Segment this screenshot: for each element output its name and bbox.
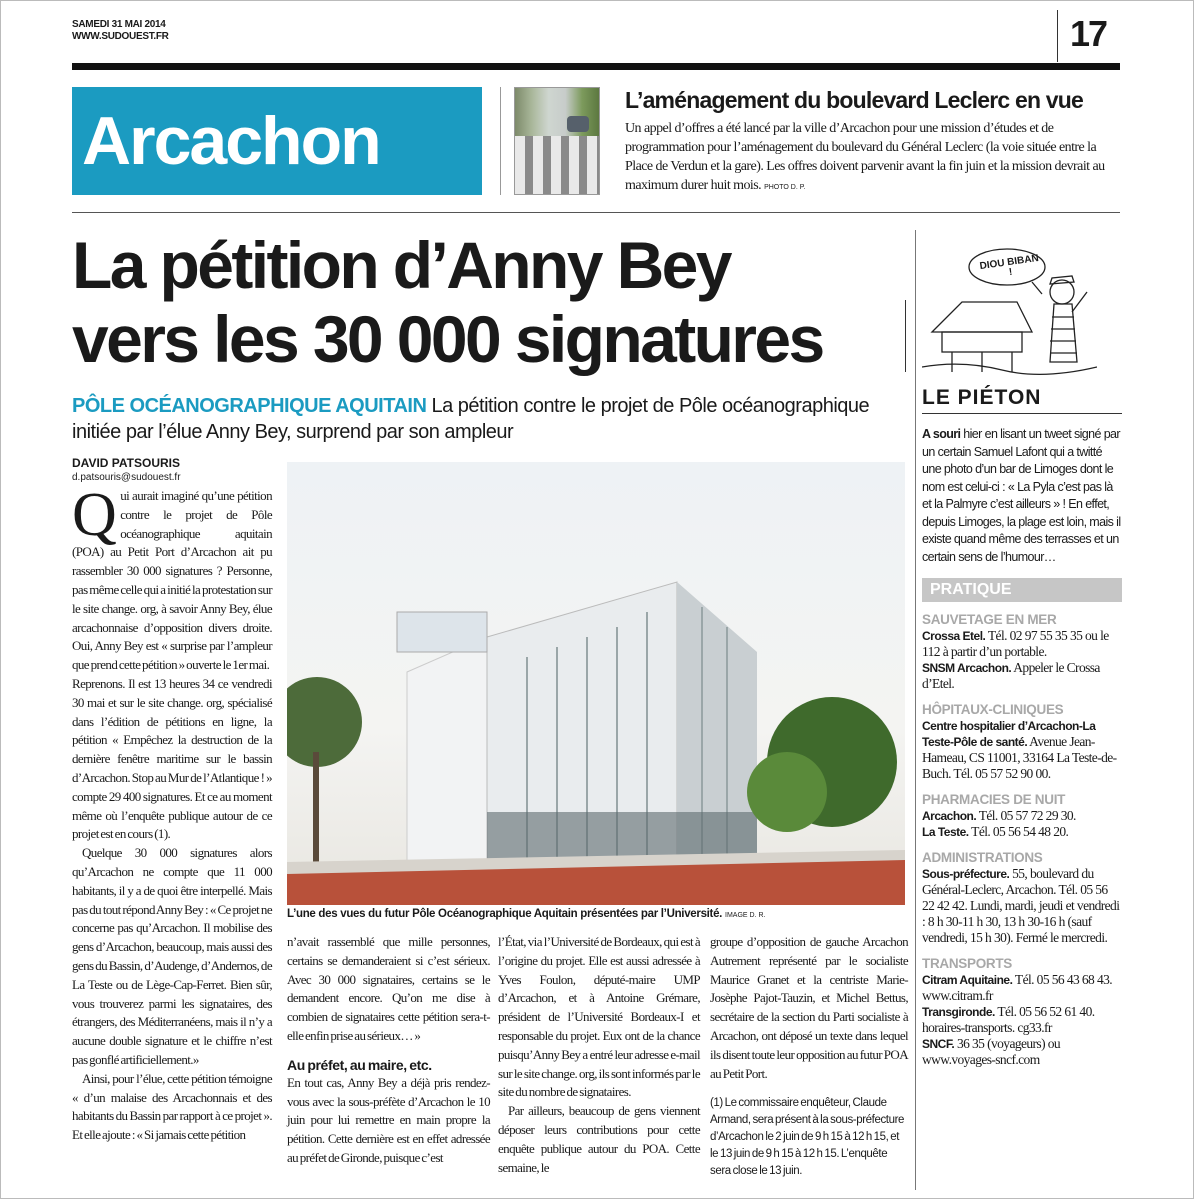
issue-date xyxy=(72,19,169,43)
pieton-title: LE PIÉTON xyxy=(922,386,1122,414)
column-divider xyxy=(915,230,916,1190)
paragraph: ui aurait imaginé qu’une pétition contre le projet de Pôle océanographique aquitain (POA) au Petit Port d’Arcachon ait pu rassembler 30 000 signatures ? Personne, pas même celle qui a initié la protestation sur le site change. org, à savoir Anny Bey, élue arcachonnaise d’opposition divers droite. Oui, Anny Bey est « surprise par l’ampleur que prend cette pétition » ouverte le 1er mai. xyxy=(72,488,272,673)
site-url: WWW.SUDOUEST.FR xyxy=(72,31,169,42)
paragraph: groupe d’opposition de gauche Arcachon Autrement représenté par le socialiste Maurice Granet et la centriste Marie-Josèphe Pajot-Tauzin, et Michel Bettus, secrétaire de la section du Parti socialiste à Arcachon, ont déposé un texte dans lequel ils disent toute leur opposition au futur POA au Petit Port. xyxy=(710,934,908,1081)
footnote: (1) Le commissaire enquêteur, Claude Armand, sera présent à la sous-préfecture d’Arcachon le 2 juin de 9 h 15 à 12 h 15, et le 13 juin de 9 h 15 à 12 h 15. L’enquête sera close le 13 juin. xyxy=(710,1097,905,1178)
entry-name: Sous-préfecture. xyxy=(922,867,1010,881)
entry-text: Tél. 05 57 72 29 30. xyxy=(976,808,1076,823)
kicker-text: La pétition contre le projet de Pôle océanographique initiée par l’élue Anny Bey, surprend par son ampleur xyxy=(72,395,870,443)
pratique-entry xyxy=(922,824,1122,840)
entry-name: Crossa Etel. xyxy=(922,629,986,643)
entry-text: Tél. 02 97 55 35 35 ou le 112 à partir d’un portable. xyxy=(922,628,1109,659)
sidebar xyxy=(922,386,1122,1068)
pratique-entry xyxy=(922,1036,1122,1068)
paragraph: l’État, via l’Université de Bordeaux, qui est à l’origine du projet. Elle est aussi adressée à Yves Foulon, député-maire UMP d’Arcachon, et à Antoine Grémare, président de l’Université Bordeaux-I et responsable du projet. Eux ont de la chance puisqu’Anny Bey a entré leur adresse e-mail sur le site change. org, ils sont informés par le site du nombre de signataires. xyxy=(498,934,700,1100)
pratique-entry xyxy=(922,866,1122,946)
headline-line-2: vers les 30 000 signatures xyxy=(72,302,823,376)
pratique-list xyxy=(922,602,1122,1068)
author-email[interactable]: d.patsouris@sudouest.fr xyxy=(72,472,181,483)
entry-text: Tél. 05 56 54 48 20. xyxy=(968,824,1069,839)
pratique-header: PRATIQUE xyxy=(922,578,1122,602)
subheading: Au préfet, au maire, etc. xyxy=(287,1056,432,1073)
pratique-entry xyxy=(922,808,1122,824)
page-number: 17 xyxy=(1070,13,1107,54)
kicker xyxy=(72,393,902,445)
building-illustration xyxy=(287,462,905,905)
section-rule xyxy=(72,212,1120,213)
image-caption xyxy=(287,907,765,921)
paragraph: Ainsi, pour l’élue, cette pétition témoigne « d’un malaise des Arcachonnais et des habitants du Bassin par rapport à ce projet ». Et elle ajoute : « Si jamais cette pétition xyxy=(72,1070,272,1143)
article-column-3 xyxy=(498,933,700,1177)
pratique-entry xyxy=(922,628,1122,660)
pratique-entry xyxy=(922,718,1122,782)
pratique-entry xyxy=(922,660,1122,692)
pratique-section-body xyxy=(922,972,1122,1068)
author: DAVID PATSOURIS xyxy=(72,456,181,470)
pratique-section-body xyxy=(922,628,1122,692)
pratique-section-title: HÔPITAUX-CLINIQUES xyxy=(922,702,1064,717)
pratique-section-title: PHARMACIES DE NUIT xyxy=(922,792,1066,807)
entry-text: Tél. 05 56 43 68 43. www.citram.fr xyxy=(922,972,1113,1003)
kicker-label: PÔLE OCÉANOGRAPHIQUE AQUITAIN xyxy=(72,395,427,417)
caption-text: L’une des vues du futur Pôle Océanographique Aquitain présentées par l’Université. xyxy=(287,908,723,920)
paragraph: En tout cas, Anny Bey a déjà pris rendez-vous avec la sous-préfète d’Arcachon le 10 juin pour lui remettre en main propre la pétition. Cette dernière est en effet adressée au préfet de Gironde, puisque c’est xyxy=(287,1074,490,1165)
pratique-section-body xyxy=(922,866,1122,946)
entry-name: Centre hospitalier d’Arcachon-La Teste-Pôle de santé. xyxy=(922,719,1096,749)
pratique-section-body xyxy=(922,808,1122,840)
headline xyxy=(72,228,912,376)
brief-title: L’aménagement du boulevard Leclerc en vue xyxy=(625,87,1084,113)
article-column-1 xyxy=(72,481,272,1145)
cartoon-speech-bubble: DIOU BIBAN ! xyxy=(979,252,1040,279)
pieton-cartoon xyxy=(922,232,1097,377)
top-rule xyxy=(72,63,1120,70)
entry-text: Appeler le Crossa d’Etel. xyxy=(922,660,1100,691)
paragraph: Reprenons. Il est 13 heures 34 ce vendredi 30 mai et sur le site change. org, spécialisé dans l’édition de pétitions en ligne, la pétition « Empêchez la destruction de la dernière fenêtre maritime sur le bassin d’Arcachon. Stop au Mur de l’Atlantique ! » compte 29 400 signatures. Et ce au moment même où l’enquête publique autour de ce projet est en cours (1). xyxy=(72,675,272,842)
article-column-2 xyxy=(287,933,490,1168)
image-credit: IMAGE D. R. xyxy=(725,912,766,919)
divider xyxy=(1057,10,1058,62)
headline-line-1: La pétition d’Anny Bey xyxy=(72,228,730,302)
entry-name: La Teste. xyxy=(922,825,969,839)
pratique-section-body xyxy=(922,718,1122,782)
brief-text: Un appel d’offres a été lancé par la ville d’Arcachon pour une mission d’études et de programmation pour l’aménagement du boulevard du Général Leclerc (la voie située entre la Place de Verdun et la gare). Les offres doivent parvenir avant la fin juin et la mission devrait au maximum durer huit mois. xyxy=(625,121,1105,193)
brief-body xyxy=(625,119,1105,195)
entry-name: Transgironde. xyxy=(922,1005,995,1019)
pieton-text xyxy=(922,426,1122,566)
pratique-section-title: SAUVETAGE EN MER xyxy=(922,612,1057,627)
entry-text: Tél. 05 56 52 61 40. horaires-transports. cg33.fr xyxy=(922,1004,1095,1035)
pratique-entry xyxy=(922,972,1122,1004)
pieton-body: hier en lisant un tweet signé par un certain Samuel Lafont qui a twitté une photo d’un bar de Limoges dont le nom est celui-ci : « La Pyla c’est pas là et la Palmyre c’est ailleurs » ! En effet, depuis Limoges, la plage est loin, mais il existe quand même des terrasses et un certain sens de l’humour… xyxy=(922,427,1121,564)
entry-name: Citram Aquitaine. xyxy=(922,973,1013,987)
paragraph: n’avait rassemblé que mille personnes, certains se demanderaient si c’est sérieux. Avec 30 000 signataires, certains se le demandent encore. Qu’on me dise à combien de signataires cette pétition sera-t-elle enfin prise au sérieux… » xyxy=(287,934,490,1043)
pieton-lead: A souri xyxy=(922,427,961,441)
paragraph: Quelque 30 000 signatures alors qu’Arcachon ne compte que 11 000 habitants, il y a de quoi être interpellé. Mais pas du tout répond Anny Bey : « Ce projet ne concerne pas qu’Arcachon. Il mobilise des gens d’Arcachon, beaucoup, mais aussi des gens du Bassin, d’Audenge, d’Andernos, de La Teste ou de Lège-Cap-Ferret. Bien sûr, vous trouverez parmi les signataires, des étrangers, des Méditerranéens, mais il n’y a aucune double signature et le chiffre n’est pas gonflé artificiellement.» xyxy=(72,845,272,1067)
entry-name: Arcachon. xyxy=(922,809,977,823)
photo-credit: PHOTO D. P. xyxy=(764,184,806,191)
date-text: SAMEDI 31 MAI 2014 xyxy=(72,19,166,30)
entry-text: 55, boulevard du Général-Leclerc, Arcachon. Tél. 05 56 22 42 42. Lundi, mardi, jeudi et vendredi : 8 h 30-11 h 30, 13 h 30-16 h (sauf vendredi, 15 h 30). Fermé le mercredi. xyxy=(922,866,1120,945)
entry-name: SNCF. xyxy=(922,1037,955,1051)
boulevard-photo xyxy=(514,87,600,195)
entry-name: SNSM Arcachon. xyxy=(922,661,1012,675)
pratique-entry xyxy=(922,1004,1122,1036)
divider xyxy=(500,87,501,195)
section-title: Arcachon xyxy=(72,87,482,195)
entry-text: 36 35 (voyageurs) ou www.voyages-sncf.com xyxy=(922,1036,1061,1067)
drop-cap: Q xyxy=(72,481,117,549)
article-column-4 xyxy=(710,933,908,1180)
paragraph: Par ailleurs, beaucoup de gens viennent déposer leurs contributions pour cette enquête publique autour du POA. Cette semaine, le xyxy=(498,1103,700,1175)
pratique-section-title: ADMINISTRATIONS xyxy=(922,850,1043,865)
entry-text: Avenue Jean-Hameau, CS 11001, 33164 La Teste-de-Buch. Tél. 05 57 52 90 00. xyxy=(922,734,1117,781)
pratique-section-title: TRANSPORTS xyxy=(922,956,1013,971)
